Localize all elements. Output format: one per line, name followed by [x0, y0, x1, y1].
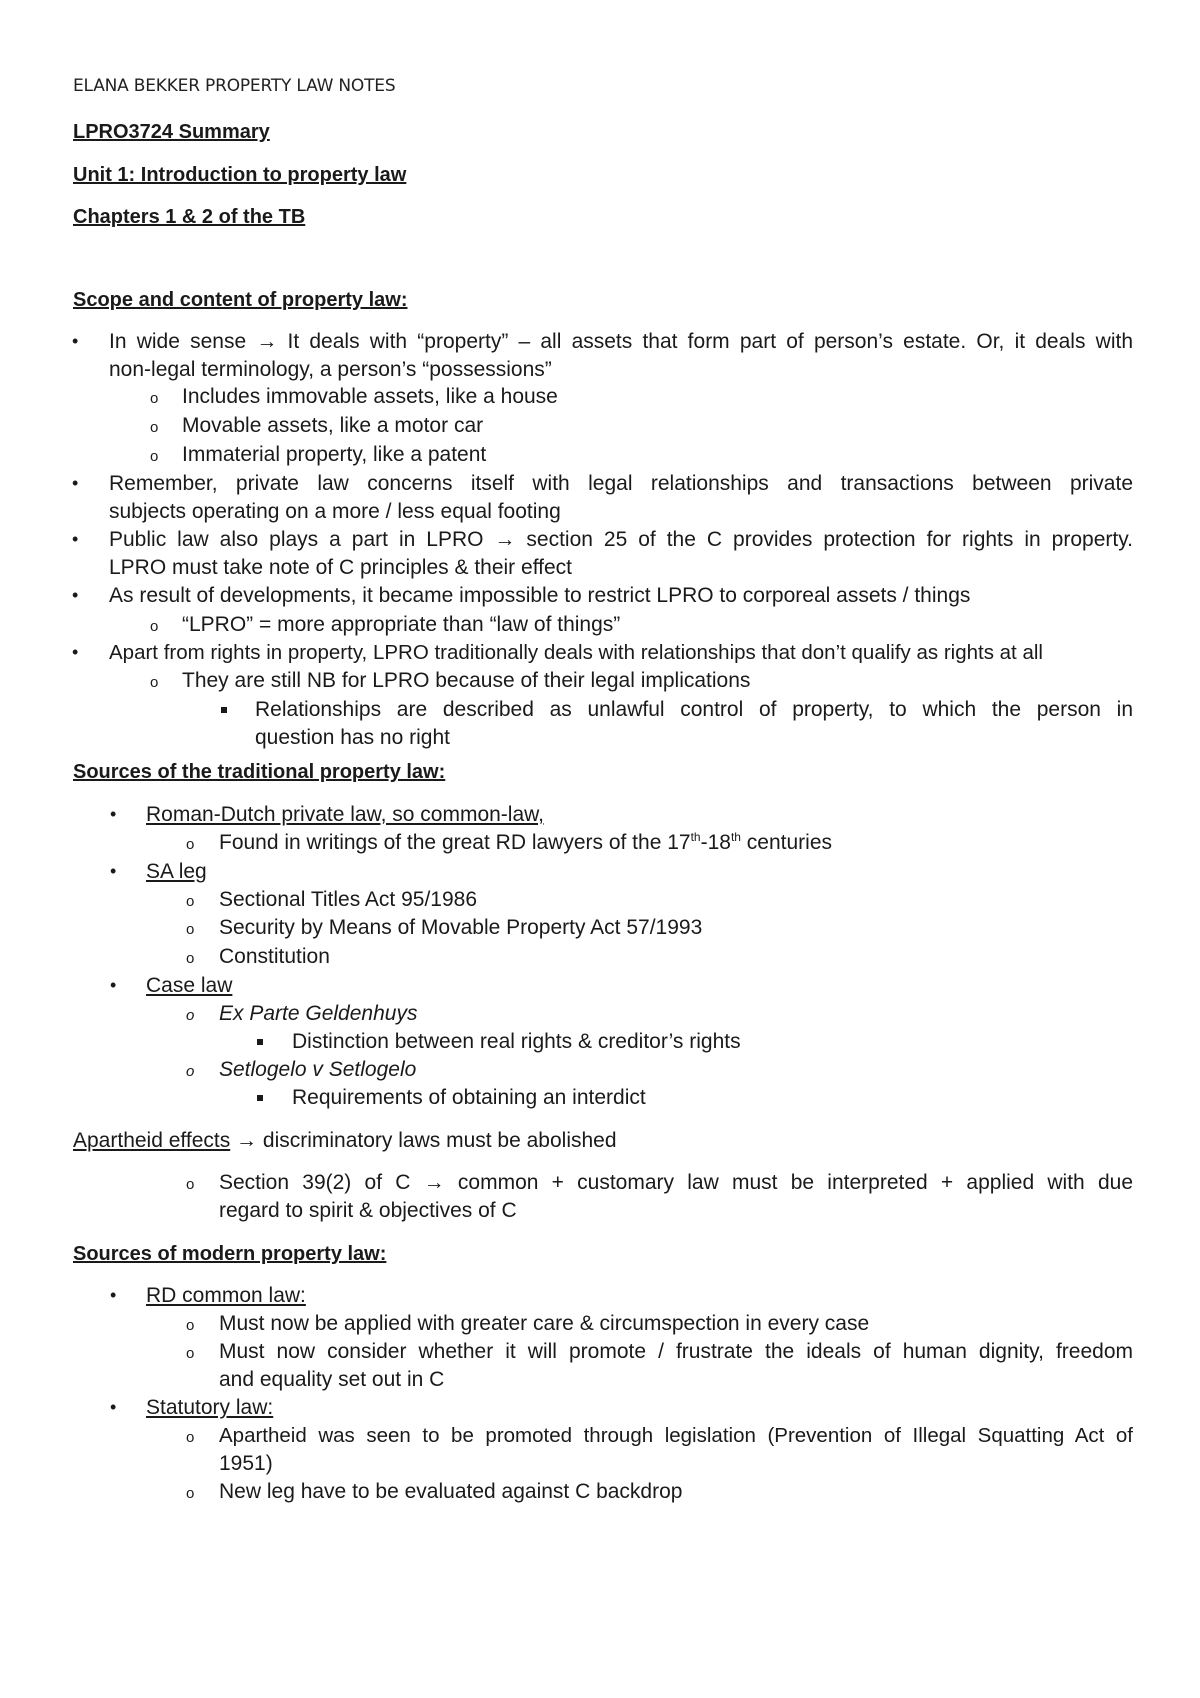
apartheid-effects: [73, 1126, 617, 1155]
circle-bullet-icon: o: [150, 390, 159, 407]
bullet-icon: •: [110, 1285, 117, 1305]
circle-bullet-icon: o: [186, 836, 195, 853]
scope-sub-2: Movable assets, like a motor car: [182, 414, 484, 437]
scope-sub-4: “LPRO” = more appropriate than “law of things”: [182, 613, 621, 636]
modern-stat-sub-2: New leg have to be evaluated against C backdrop: [219, 1480, 683, 1503]
scope-bullet-3b: LPRO must take note of C principles & their effect: [109, 556, 572, 579]
scope-sub-3: Immaterial property, like a patent: [182, 443, 487, 466]
modern-stat-sub-1b: 1951): [219, 1452, 273, 1475]
trad-rd-sub-mid: -18: [700, 831, 731, 854]
trad-case-1: Ex Parte Geldenhuys: [219, 1002, 418, 1025]
circle-bullet-icon: o: [150, 419, 159, 436]
circle-bullet-icon: o: [186, 950, 195, 967]
circle-bullet-icon: o: [186, 1429, 195, 1446]
circle-bullet-icon: o: [186, 893, 195, 910]
circle-bullet-icon: o: [150, 674, 159, 691]
circle-bullet-icon: o: [186, 921, 195, 938]
bullet-icon: •: [110, 975, 117, 995]
trad-rd: Roman-Dutch private law, so common-law,: [146, 803, 544, 826]
scope-sub-1: Includes immovable assets, like a house: [182, 385, 558, 408]
sec39-a: Section 39(2) of C → common + customary law must be interpreted + applied with due: [219, 1171, 1133, 1194]
circle-bullet-icon: o: [150, 618, 159, 635]
modern-rd-sub-2a: Must now consider whether it will promote / frustrate the ideals of human dignity, freedom: [219, 1340, 1133, 1363]
bullet-icon: •: [72, 331, 79, 351]
circle-bullet-icon: o: [186, 1063, 195, 1080]
scope-bullet-1b: non-legal terminology, a person’s “possessions”: [109, 358, 552, 381]
trad-case-2-sub: Requirements of obtaining an interdict: [292, 1086, 646, 1109]
heading-traditional: Sources of the traditional property law:: [73, 761, 446, 783]
trad-caselaw: Case law: [146, 974, 233, 997]
bullet-icon: •: [110, 804, 117, 824]
trad-case-1-sub: Distinction between real rights & creditor’s rights: [292, 1030, 741, 1053]
trad-rd-sup-1: th: [690, 830, 701, 844]
circle-bullet-icon: o: [186, 1345, 195, 1362]
bullet-icon: •: [72, 585, 79, 605]
title-chapters: Chapters 1 & 2 of the TB: [73, 206, 306, 228]
circle-bullet-icon: o: [186, 1317, 195, 1334]
bullet-icon: •: [110, 1397, 117, 1417]
bullet-icon: •: [110, 861, 117, 881]
heading-modern: Sources of modern property law:: [73, 1243, 387, 1265]
circle-bullet-icon: o: [150, 448, 159, 465]
trad-rd-sub-pre: Found in writings of the great RD lawyers of the 17: [219, 831, 691, 854]
square-bullet-icon: [257, 1095, 263, 1101]
scope-bullet-2b: subjects operating on a more / less equal footing: [109, 500, 561, 523]
circle-bullet-icon: o: [186, 1007, 195, 1024]
modern-rd-sub-2b: and equality set out in C: [219, 1368, 445, 1391]
square-bullet-icon: [257, 1039, 263, 1045]
modern-stat-sub-1a: Apartheid was seen to be promoted through legislation (Prevention of Illegal Squatting Act of: [219, 1424, 1133, 1447]
trad-rd-sub: [219, 828, 832, 857]
apartheid-label: Apartheid effects: [73, 1129, 231, 1152]
scope-bullet-5: Apart from rights in property, LPRO traditionally deals with relationships that don’t qualify as rights at all: [109, 641, 1043, 664]
modern-rd: RD common law:: [146, 1284, 306, 1307]
heading-scope: Scope and content of property law:: [73, 289, 408, 311]
trad-rd-sup-2: th: [730, 830, 741, 844]
scope-bullet-3a: Public law also plays a part in LPRO → section 25 of the C provides protection for rights in property.: [109, 528, 1133, 551]
sec39-b: regard to spirit & objectives of C: [219, 1199, 517, 1222]
modern-stat: Statutory law:: [146, 1396, 274, 1419]
modern-rd-sub-1: Must now be applied with greater care & circumspection in every case: [219, 1312, 870, 1335]
trad-case-2: Setlogelo v Setlogelo: [219, 1058, 417, 1081]
trad-saleg: SA leg: [146, 860, 207, 883]
scope-bullet-2a: Remember, private law concerns itself with legal relationships and transactions between private: [109, 472, 1133, 495]
apartheid-rest: → discriminatory laws must be abolished: [230, 1129, 617, 1152]
trad-saleg-sub-3: Constitution: [219, 945, 330, 968]
circle-bullet-icon: o: [186, 1176, 195, 1193]
trad-saleg-sub-1: Sectional Titles Act 95/1986: [219, 888, 477, 911]
scope-sub-5: They are still NB for LPRO because of their legal implications: [182, 669, 751, 692]
bullet-icon: •: [72, 529, 79, 549]
title-unit: Unit 1: Introduction to property law: [73, 164, 407, 186]
circle-bullet-icon: o: [186, 1485, 195, 1502]
title-summary: LPRO3724 Summary: [73, 121, 270, 143]
document-header: ELANA BEKKER PROPERTY LAW NOTES: [73, 76, 396, 96]
scope-subsub-1a: Relationships are described as unlawful control of property, to which the person in: [255, 698, 1133, 721]
scope-bullet-1a: In wide sense → It deals with “property” – all assets that form part of person’s estate. Or, it deals with: [109, 330, 1133, 353]
trad-saleg-sub-2: Security by Means of Movable Property Act 57/1993: [219, 916, 703, 939]
trad-rd-sub-post: centuries: [740, 831, 833, 854]
scope-subsub-1b: question has no right: [255, 726, 450, 749]
bullet-icon: •: [72, 473, 79, 493]
bullet-icon: •: [72, 642, 79, 662]
scope-bullet-4: As result of developments, it became impossible to restrict LPRO to corporeal assets / things: [109, 584, 971, 607]
square-bullet-icon: [221, 707, 227, 713]
